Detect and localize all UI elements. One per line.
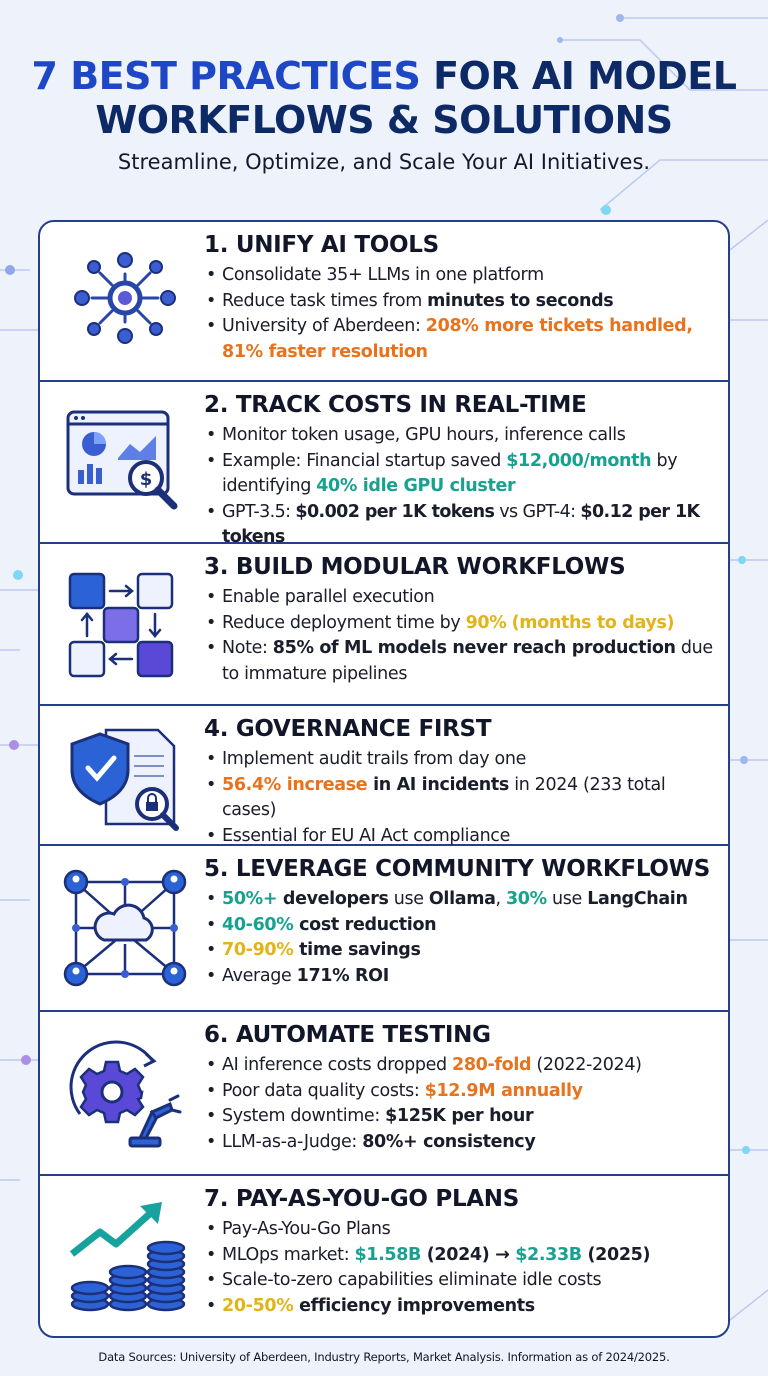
gear-robot-arm-icon: [60, 1034, 190, 1154]
shield-document-icon: [60, 716, 190, 836]
section-1-bullets: [204, 263, 724, 365]
list-item: • Poor data quality costs: $12.9M annually: [204, 1079, 724, 1105]
list-item: • Implement audit trails from day one: [204, 747, 724, 773]
list-item: • MLOps market: $1.58B (2024) → $2.33B (2025): [204, 1243, 724, 1269]
list-item: • Scale-to-zero capabilities eliminate idle costs: [204, 1268, 724, 1294]
practice-section-4: [40, 706, 728, 846]
section-7-title: 7. PAY-AS-YOU-GO PLANS: [204, 1186, 520, 1212]
practice-section-3: [40, 544, 728, 706]
community-cloud-icon: [60, 868, 190, 988]
practice-section-1: [40, 222, 728, 382]
network-hub-icon: [60, 238, 190, 358]
list-item: • 50%+ developers use Ollama, 30% use LangChain: [204, 887, 724, 913]
puzzle-workflow-icon: [60, 566, 190, 686]
section-7-bullets: [204, 1217, 724, 1319]
section-2-title: 2. TRACK COSTS IN REAL-TIME: [204, 392, 587, 418]
list-item: • Example: Financial startup saved $12,000/month by identifying 40% idle GPU cluster: [204, 449, 724, 500]
section-5-bullets: [204, 887, 724, 989]
cost-dashboard-icon: [60, 402, 190, 522]
list-item: • University of Aberdeen: 208% more tickets handled, 81% faster resolution: [204, 314, 724, 365]
list-item: • AI inference costs dropped 280-fold (2022-2024): [204, 1053, 724, 1079]
list-item: • 40-60% cost reduction: [204, 913, 724, 939]
section-4-bullets: [204, 747, 724, 849]
page-title-line-2: WORKFLOWS & SOLUTIONS: [95, 98, 673, 142]
practice-section-5: [40, 846, 728, 1012]
page-subtitle: Streamline, Optimize, and Scale Your AI Initiatives.: [117, 150, 651, 174]
svg-text:$: $: [139, 469, 153, 490]
list-item: • Reduce task times from minutes to seconds: [204, 289, 724, 315]
list-item: • 70-90% time savings: [204, 938, 724, 964]
practice-section-7: [40, 1176, 728, 1338]
practices-panel: [38, 220, 730, 1338]
page-title-line-1: 7 BEST PRACTICES FOR AI MODEL: [31, 54, 737, 98]
list-item: • Pay-As-You-Go Plans: [204, 1217, 724, 1243]
list-item: • GPT-3.5: $0.002 per 1K tokens vs GPT-4: $0.12 per 1K tokens: [204, 500, 724, 551]
list-item: • 20-50% efficiency improvements: [204, 1294, 724, 1320]
growth-coins-icon: [60, 1198, 190, 1318]
list-item: • 56.4% increase in AI incidents in 2024 (233 total cases): [204, 773, 724, 824]
section-3-bullets: [204, 585, 724, 687]
list-item: • Monitor token usage, GPU hours, inference calls: [204, 423, 724, 449]
list-item: • LLM-as-a-Judge: 80%+ consistency: [204, 1130, 724, 1156]
section-6-title: 6. AUTOMATE TESTING: [204, 1022, 491, 1048]
list-item: • System downtime: $125K per hour: [204, 1104, 724, 1130]
list-item: • Note: 85% of ML models never reach production due to immature pipelines: [204, 636, 724, 687]
practice-section-6: [40, 1012, 728, 1176]
section-5-title: 5. LEVERAGE COMMUNITY WORKFLOWS: [204, 856, 710, 882]
section-1-title: 1. UNIFY AI TOOLS: [204, 232, 439, 258]
list-item: • Enable parallel execution: [204, 585, 724, 611]
list-item: • Reduce deployment time by 90% (months to days): [204, 611, 724, 637]
list-item: • Consolidate 35+ LLMs in one platform: [204, 263, 724, 289]
list-item: • Essential for EU AI Act compliance: [204, 824, 724, 850]
section-6-bullets: [204, 1053, 724, 1155]
section-2-bullets: [204, 423, 724, 551]
practice-section-2: [40, 382, 728, 547]
list-item: • Average 171% ROI: [204, 964, 724, 990]
section-4-title: 4. GOVERNANCE FIRST: [204, 716, 492, 742]
footer-sources: Data Sources: University of Aberdeen, Industry Reports, Market Analysis. Information as of 2024/2025.: [98, 1350, 670, 1364]
section-3-title: 3. BUILD MODULAR WORKFLOWS: [204, 554, 626, 580]
